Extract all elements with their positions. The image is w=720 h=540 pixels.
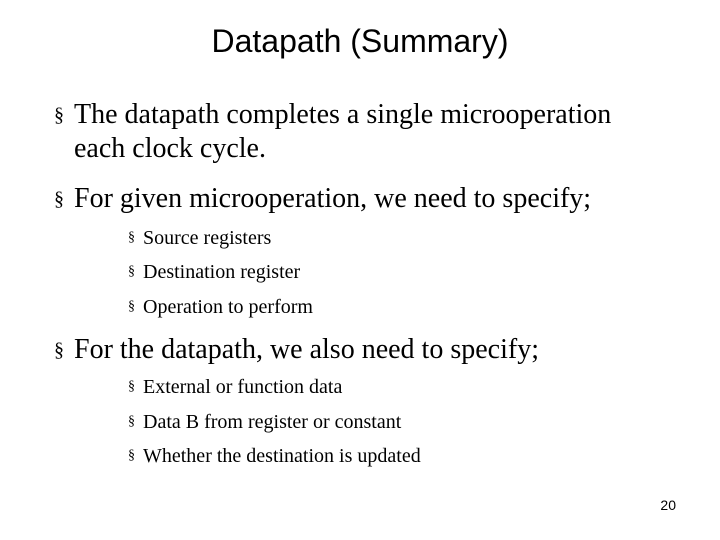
bullet-icon: §	[128, 379, 135, 394]
bullet-icon: §	[128, 299, 135, 314]
bullet-icon: §	[54, 339, 64, 361]
bullet-text-line: For given microoperation, we need to specify;	[74, 183, 592, 214]
page-number: 20	[660, 497, 676, 513]
sub-bullet-text: Destination register	[143, 261, 301, 283]
bullet-icon: §	[128, 230, 135, 245]
sub-bullet-text: Source registers	[143, 227, 272, 249]
sub-bullet	[128, 225, 271, 251]
bullet-icon: §	[128, 414, 135, 429]
bullet-icon: §	[54, 188, 64, 210]
bullet-point	[54, 182, 591, 216]
bullet-icon: §	[128, 448, 135, 463]
sub-bullet	[128, 374, 342, 400]
bullet-point	[54, 333, 539, 367]
sub-bullet-text: Data B from register or constant	[143, 411, 402, 433]
sub-bullet	[128, 294, 313, 320]
bullet-text-line: For the datapath, we also need to specify;	[74, 334, 539, 365]
bullet-icon: §	[128, 264, 135, 279]
sub-bullet-text: External or function data	[143, 376, 343, 398]
bullet-text-line: each clock cycle.	[74, 133, 266, 164]
slide-title: Datapath (Summary)	[211, 23, 509, 59]
sub-bullet-text: Operation to perform	[143, 296, 313, 318]
bullet-text-line: The datapath completes a single microoperation	[74, 99, 612, 130]
sub-bullet	[128, 259, 300, 285]
bullet-icon: §	[54, 104, 64, 126]
sub-bullet-text: Whether the destination is updated	[143, 445, 421, 467]
sub-bullet	[128, 443, 421, 469]
sub-bullet	[128, 409, 401, 435]
bullet-point	[54, 98, 611, 166]
